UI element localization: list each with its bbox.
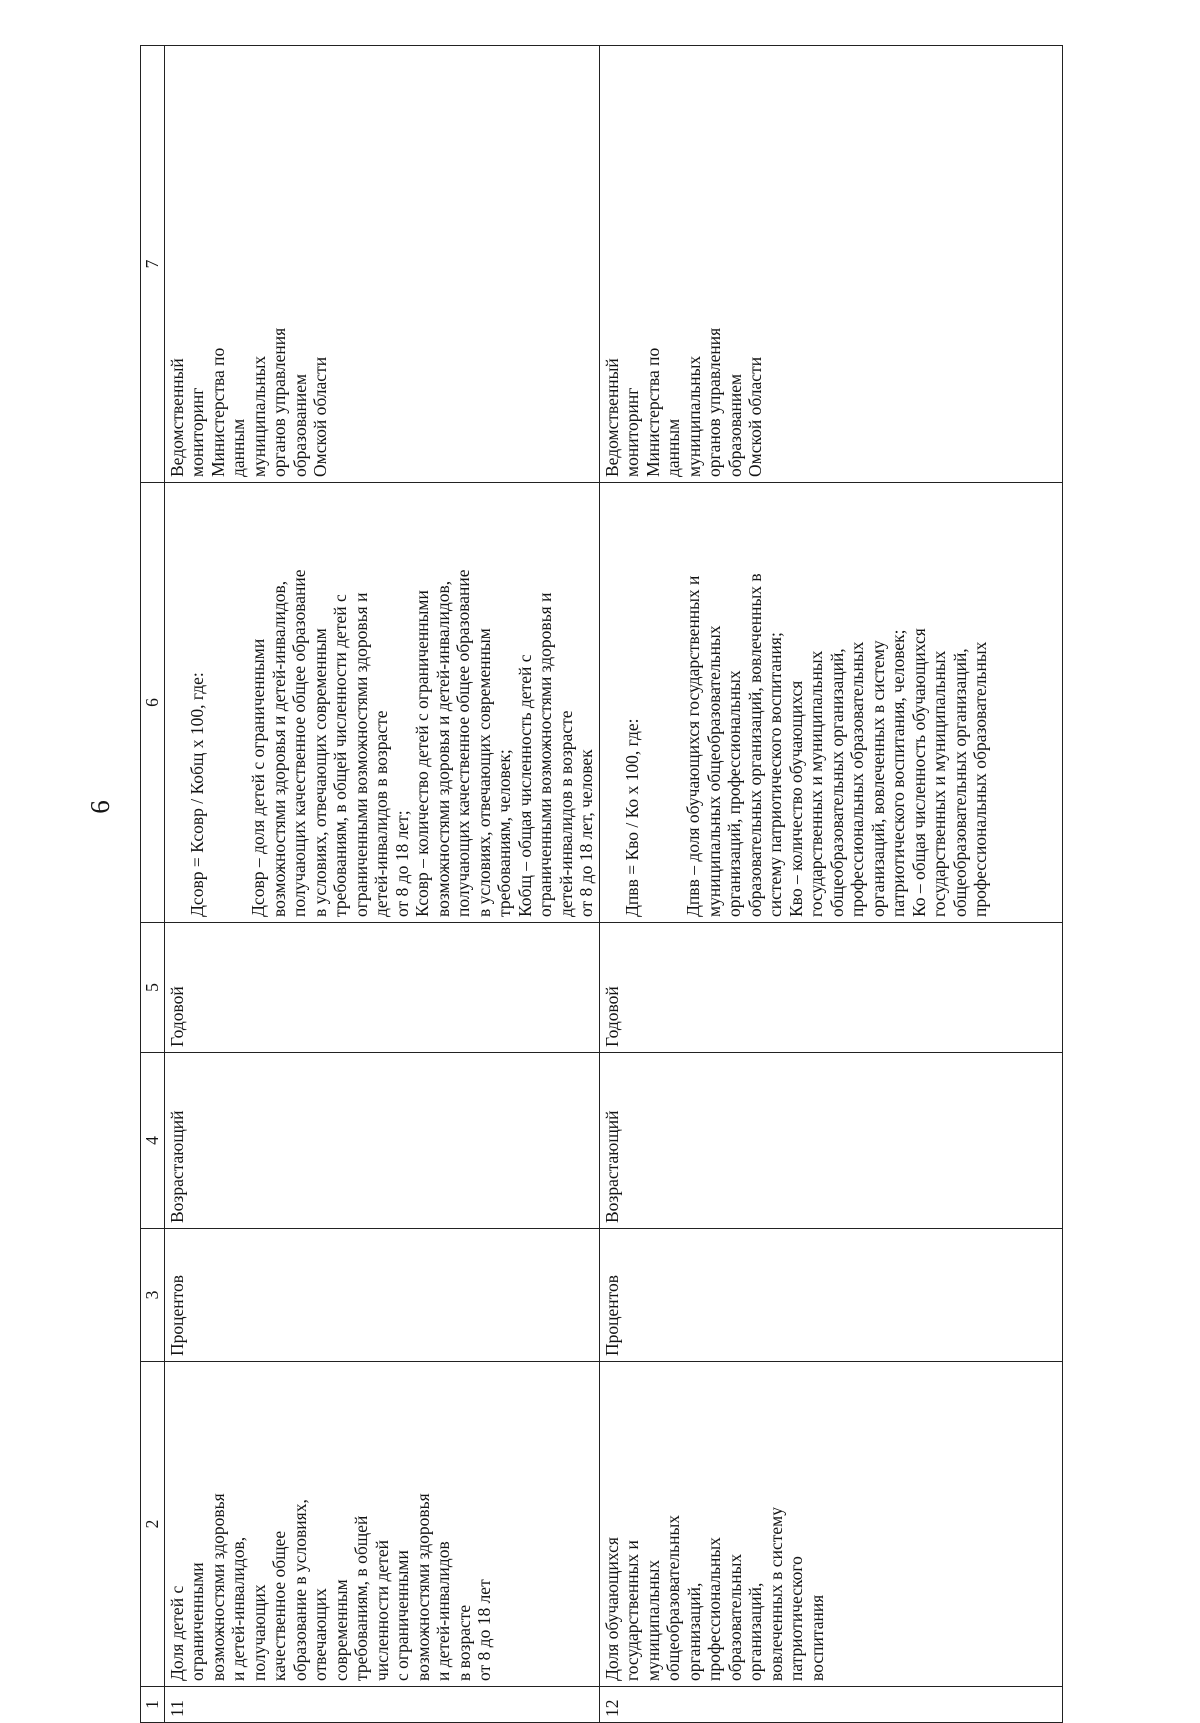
row-number: 12 xyxy=(599,1687,1062,1723)
formula-text: Дпвв = Кво / Ко х 100, где: xyxy=(622,718,642,917)
trend-cell: Возрастающий xyxy=(599,1053,1062,1229)
formula-details: Дсовр – доля детей с ограниченными возможностями здоровья и детей-инвалидов, получающих качественное общее образование в условиях, отвечающих современным требованиям, в общей численности детей с ограниченными возможностями здоровья и детей-инвалидов в возрасте от 8 до 18 лет; Ксовр – количество детей с ограниченными возможностями здоровья и детей-инвалидов, получающих качественное общее образование в условиях, отвечающих современным требованиям, человек; Кобщ – общая численность детей с ограниченными возможностями здоровья и детей-инвалидов в возрасте от 8 до 18 лет, человек xyxy=(248,569,596,917)
header-col-2: 2 xyxy=(141,1362,165,1687)
formula-text: Дсовр = Ксовр / Кобщ х 100, где: xyxy=(187,672,207,917)
source-cell: Ведомственный мониторинг Министерства по данным муниципальных органов управления образованием Омской области xyxy=(599,46,1062,483)
row-number: 11 xyxy=(164,1687,599,1723)
formula-cell xyxy=(164,483,599,923)
formula-details: Дпвв – доля обучающихся государственных и муниципальных общеобразовательных организаций, профессиональных образовательных организаций, вовлеченных в систему патриотического воспитания; Кво – количество обучающихся государственных и муниципальных общеобразовательных организаций, профессиональных образовательных организаций, вовлеченных в систему патриотического воспитания, человек; Ко – общая численность обучающихся государственных и муниципальных общеобразовательных организаций, профессиональных образовательных xyxy=(683,573,990,917)
table-row xyxy=(599,46,1062,1723)
indicators-table xyxy=(140,45,1063,1723)
header-col-4: 4 xyxy=(141,1053,165,1229)
indicators-table-frame xyxy=(140,46,1078,1723)
header-col-3: 3 xyxy=(141,1229,165,1362)
header-col-7: 7 xyxy=(141,46,165,483)
indicator-name: Доля обучающихся государственных и муниципальных общеобразовательных организаций, профессиональных образовательных организаций, вовлеченных в систему патриотического воспитания xyxy=(599,1362,1062,1687)
header-col-6: 6 xyxy=(141,483,165,923)
header-col-5: 5 xyxy=(141,923,165,1053)
header-col-1: 1 xyxy=(141,1687,165,1723)
table-header-row xyxy=(141,46,165,1723)
unit-cell: Процентов xyxy=(164,1229,599,1362)
table-row xyxy=(164,46,599,1723)
source-cell: Ведомственный мониторинг Министерства по данным муниципальных органов управления образованием Омской области xyxy=(164,46,599,483)
trend-cell: Возрастающий xyxy=(164,1053,599,1229)
period-cell: Годовой xyxy=(164,923,599,1053)
period-cell: Годовой xyxy=(599,923,1062,1053)
indicator-name: Доля детей с ограниченными возможностями здоровья и детей-инвалидов, получающих качественное общее образование в условиях, отвечающих современным требованиям, в общей численности детей с ограниченными возможностями здоровья и детей-инвалидов в возрасте от 8 до 18 лет xyxy=(164,1362,599,1687)
formula-cell xyxy=(599,483,1062,923)
unit-cell: Процентов xyxy=(599,1229,1062,1362)
page-number: 6 xyxy=(85,800,115,814)
